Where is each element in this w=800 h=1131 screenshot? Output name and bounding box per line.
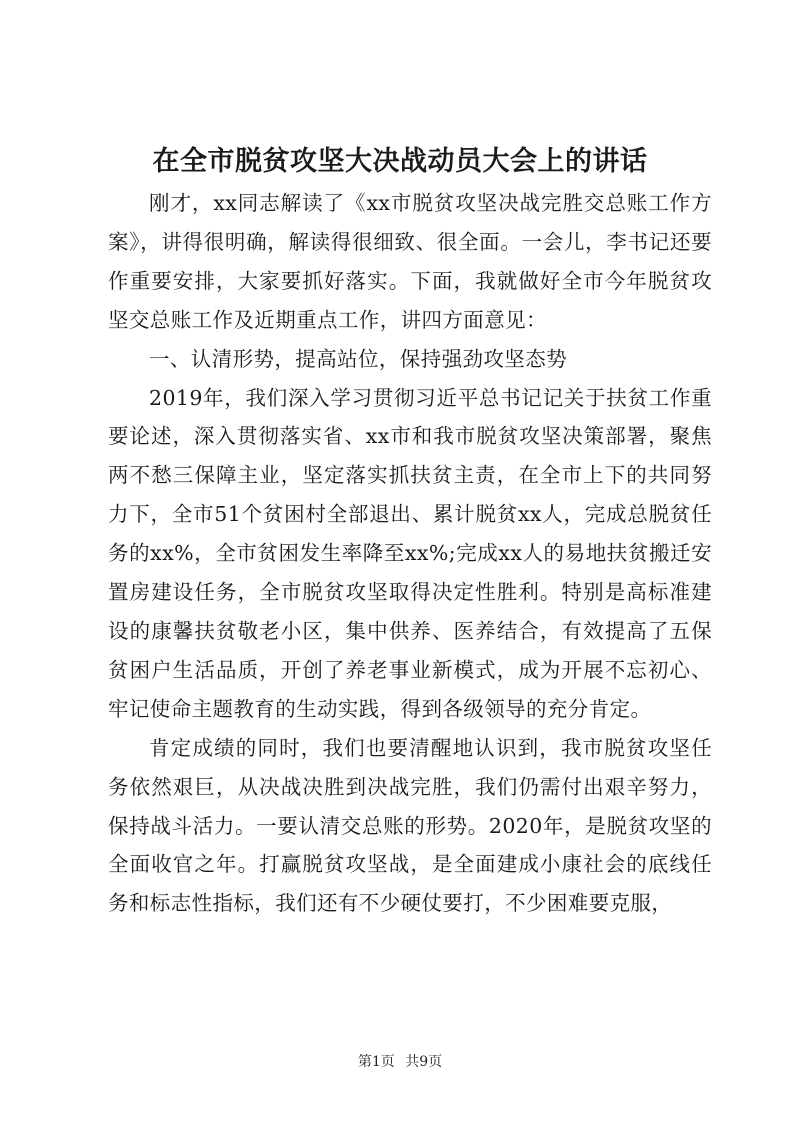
document-title: 在全市脱贫攻坚大决战动员大会上的讲话	[152, 146, 648, 177]
paragraph-achievements: 2019年，我们深入学习贯彻习近平总书记记关于扶贫工作重要论述，深入贯彻落实省、xx市和我市脱贫攻坚决策部署，聚焦两不愁三保障主业，坚定落实抓扶贫主责，在全市上下的共同努力下，全市51个贫困村全部退出、累计脱贫xx人，完成总脱贫任务的xx%，全市贫困发生率降至xx%;完成xx人的易地扶贫搬迁安置房建设任务，全市脱贫攻坚取得决定性胜利。特别是高标准建设的康馨扶贫敬老小区，集中供养、医养结合，有效提高了五保贫困户生活品质，开创了养老事业新模式，成为开展不忘初心、牢记使命主题教育的生动实践，得到各级领导的充分肯定。	[108, 385, 712, 721]
paragraph-intro: 刚才，xx同志解读了《xx市脱贫攻坚决战完胜交总账工作方案》，讲得很明确，解读得很细致、很全面。一会儿，李书记还要作重要安排，大家要抓好落实。下面，我就做好全市今年脱贫攻坚交总账工作及近期重点工作，讲四方面意见：	[108, 191, 712, 332]
paragraph-challenges: 肯定成绩的同时，我们也要清醒地认识到，我市脱贫攻坚任务依然艰巨，从决战决胜到决战完胜，我们仍需付出艰辛努力，保持战斗活力。一要认清交总账的形势。2020年，是脱贫攻坚的全面收官之年。打赢脱贫攻坚战，是全面建成小康社会的底线任务和标志性指标，我们还有不少硬仗要打，不少困难要克服，	[108, 735, 712, 916]
section-heading-1: 一、认清形势，提高站位，保持强劲攻坚态势	[149, 346, 567, 371]
page-footer	[0, 1051, 800, 1071]
page-total: 共9页	[405, 1054, 443, 1070]
page-number: 第1页	[357, 1054, 395, 1070]
document-body	[108, 184, 712, 923]
